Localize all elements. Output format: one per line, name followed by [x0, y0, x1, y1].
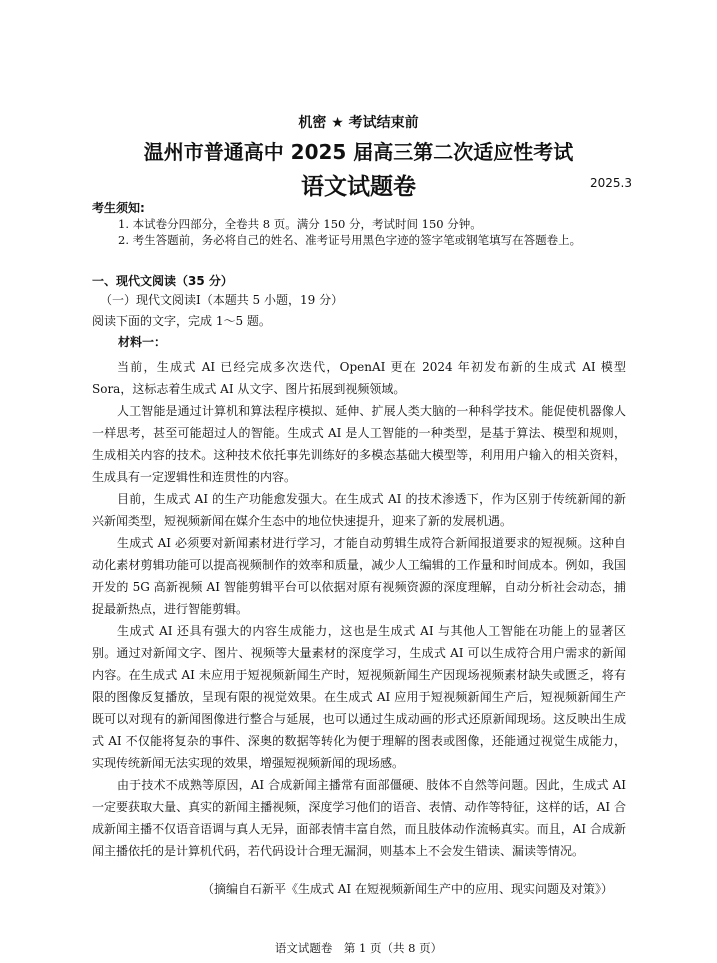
reading-instruction: 阅读下面的文字，完成 1～5 题。: [92, 314, 271, 328]
material-label: 材料一：: [118, 335, 167, 349]
paragraph-4: 生成式 AI 必须要对新闻素材进行学习，才能自动剪辑生成符合新闻报道要求的短视频。这种自动化素材剪辑功能可以提高视频制作的效率和质量，减少人工编辑的工作量和时间成本。例如，我国开发的 5G 高新视频 AI 智能剪辑平台可以依据对原有视频资源的深度理解，自动分析社会动态，捕捉最新热点，进行智能剪辑。: [92, 536, 626, 616]
paragraph-3: 目前，生成式 AI 的生产功能愈发强大。在生成式 AI 的技术渗透下，作为区别于传统新闻的新兴新闻类型，短视频新闻在媒介生态中的地位快速提升，迎来了新的发展机遇。: [92, 492, 626, 528]
exam-date: 2025.3: [590, 176, 632, 190]
exam-title: 温州市普通高中 2025 届高三第二次适应性考试: [143, 140, 574, 164]
page-footer: 语文试题卷 第 1 页（共 8 页）: [274, 941, 443, 955]
paragraph-1: 当前，生成式 AI 已经完成多次迭代，OpenAI 更在 2024 年初发布新的生成式 AI 模型 Sora，这标志着生成式 AI 从文字、图片拓展到视频领域。: [92, 360, 626, 396]
paragraph-5: 生成式 AI 还具有强大的内容生成能力，这也是生成式 AI 与其他人工智能在功能上的显著区别。通过对新闻文字、图片、视频等大量素材的深度学习，生成式 AI 可以生成符合用户需求的新闻内容。在生成式 AI 未应用于短视频新闻生产时，短视频新闻生产因现场视频素材缺失或匮乏，将有限的图像反复播放，呈现有限的视觉效果。在生成式 AI 应用于短视频新闻生产后，短视频新闻生产既可以对现有的新闻图像进行整合与延展，也可以通过生成动画的形式还原新闻现场。这反映出生成式 AI 不仅能将复杂的事件、深奥的数据等转化为便于理解的图表或图像，还能通过视觉生成能力，实现传统新闻无法实现的效果，增强短视频新闻的现场感。: [92, 624, 626, 770]
paragraph-6: 由于技术不成熟等原因，AI 合成新闻主播常有面部僵硬、肢体不自然等问题。因此，生成式 AI 一定要获取大量、真实的新闻主播视频，深度学习他们的语音、表情、动作等特征，这样的话，AI 合成新闻主播不仅语音语调与真人无异，面部表情丰富自然，而且肢体动作流畅真实。而且，AI 合成新闻主播依托的是计算机代码，若代码设计合理无漏洞，则基本上不会发生错读、漏读等情况。: [92, 778, 626, 858]
source-citation: （摘编自石新平《生成式 AI 在短视频新闻生产中的应用、现实问题及对策》）: [201, 882, 613, 896]
note-item-2: 2. 考生答题前，务必将自己的姓名、准考证号用黑色字迹的签字笔或钢笔填写在答题卷上。: [118, 233, 582, 247]
section-heading: 一、现代文阅读（35 分）: [92, 274, 233, 288]
section-subheading: （一）现代文阅读Ⅰ（本题共 5 小题，19 分）: [100, 293, 344, 307]
note-item-1: 1. 本试卷分四部分，全卷共 8 页。满分 150 分，考试时间 150 分钟。: [118, 217, 482, 231]
paper-title: 语文试题卷: [301, 173, 416, 200]
paragraph-2: 人工智能是通过计算机和算法程序模拟、延伸、扩展人类大脑的一种科学技术。能促使机器像人一样思考，甚至可能超过人的智能。生成式 AI 是人工智能的一种类型，是基于算法、模型和规则，生成相关内容的技术。这种技术依托事先训练好的多模态基础大模型等，利用用户输入的相关资料，生成具有一定逻辑性和连贯性的内容。: [92, 404, 626, 484]
confidential-label: 机密 ★ 考试结束前: [298, 115, 419, 131]
notes-title: 考生须知:: [92, 201, 145, 215]
